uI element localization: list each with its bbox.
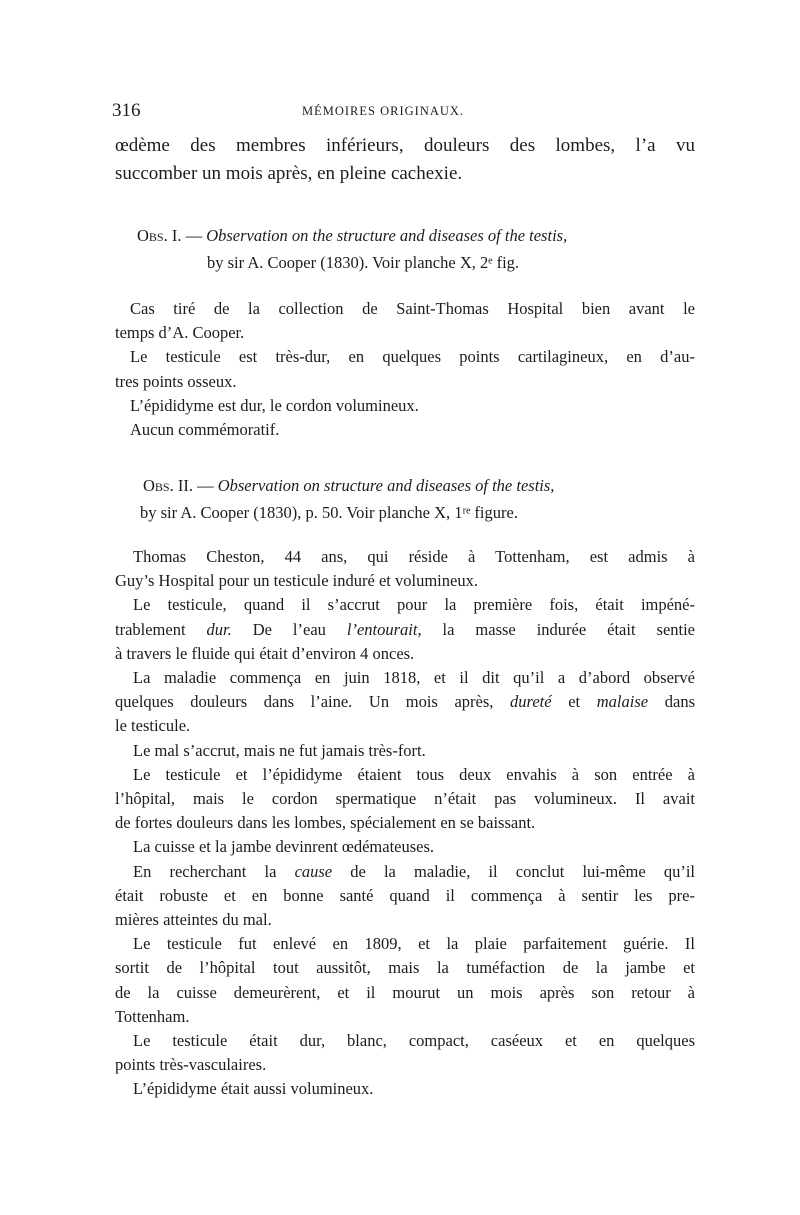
text-line: à travers le fluide qui était d’environ 4 onces. — [115, 643, 415, 663]
observation-2-body — [115, 545, 695, 1102]
intro-paragraph — [115, 132, 695, 188]
italic-run: l’entourait, — [346, 619, 422, 639]
observation-2-heading — [115, 472, 695, 526]
observation-citation: by sir A. Cooper (1830). Voir planche X, 2ᵉ fig. — [207, 253, 520, 272]
text-run: De l’eau — [231, 619, 347, 639]
text-line: Guy’s Hospital pour un testicule induré et volumineux. — [115, 571, 478, 591]
text-line: œdème des membres inférieurs, douleurs des lombes, l’a vu — [115, 135, 695, 156]
text-line — [115, 618, 695, 642]
observation-title: Observation on structure and diseases of the testis, — [217, 476, 555, 495]
text-line: tres points osseux. — [115, 371, 237, 391]
text-line: mières atteintes du mal. — [115, 910, 272, 930]
text-run: la masse indurée était sentie — [421, 619, 695, 639]
text-line: sortit de l’hôpital tout aussitôt, mais la tuméfaction de la jambe et — [115, 958, 695, 978]
text-line: Cas tiré de la collection de Saint-Thomas Hospital bien avant le — [130, 299, 695, 318]
text-line: Tottenham. — [115, 1006, 190, 1026]
observation-1-heading — [115, 222, 695, 276]
text-line: L’épididyme est dur, le cordon volumineux. — [130, 395, 419, 415]
text-line: le testicule. — [115, 716, 191, 736]
italic-run: dur. — [206, 619, 232, 639]
text-line: était robuste et en bonne santé quand il commença à sentir les pre- — [115, 885, 695, 905]
text-line: l’hôpital, mais le cordon spermatique n’était pas volumineux. Il avait — [115, 789, 695, 809]
text-line: de fortes douleurs dans les lombes, spécialement en se baissant. — [115, 813, 536, 833]
text-line: Aucun commémoratif. — [130, 420, 280, 440]
observation-1-body — [115, 297, 695, 442]
text-run: En recherchant la — [133, 861, 295, 881]
page-header — [112, 100, 697, 128]
text-line: temps d’A. Cooper. — [115, 323, 245, 343]
text-line: Le testicule est très-dur, en quelques points cartilagineux, en d’au- — [130, 347, 695, 367]
text-run: et — [551, 692, 597, 712]
italic-run: malaise — [596, 692, 649, 712]
text-line: Le testicule était dur, blanc, compact, caséeux et en quelques — [133, 1031, 695, 1051]
text-run: de la maladie, il conclut lui-même qu’il — [332, 861, 695, 881]
text-line: L’épididyme était aussi volumineux. — [133, 1079, 374, 1099]
text-line: de la cuisse demeurèrent, et il mourut un mois après son retour à — [115, 982, 695, 1002]
text-line: points très-vasculaires. — [115, 1055, 267, 1075]
text-line — [115, 690, 695, 714]
running-title: MÉMOIRES ORIGINAUX. — [302, 104, 465, 118]
observation-title: Observation on the structure and diseases of the testis, — [206, 226, 568, 245]
dash: — — [192, 476, 218, 495]
text-line: Le testicule fut enlevé en 1809, et la plaie parfaitement guérie. Il — [133, 934, 695, 954]
italic-run: dureté — [510, 692, 552, 712]
italic-run: cause — [294, 861, 333, 881]
text-line: Thomas Cheston, 44 ans, qui réside à Tottenham, est admis à — [133, 547, 695, 566]
text-line: La maladie commença en juin 1818, et il dit qu’il a d’abord observé — [133, 668, 695, 688]
text-run: trablement — [115, 619, 207, 639]
text-line: Le testicule et l’épididyme étaient tous deux envahis à son entrée à — [133, 764, 695, 784]
observation-label: Obs. I. — [137, 226, 182, 245]
text-line: La cuisse et la jambe devinrent œdémateuses. — [133, 837, 435, 857]
observation-label: Obs. II. — [143, 476, 193, 495]
text-line: succomber un mois après, en pleine cachexie. — [115, 163, 463, 184]
text-run: dans — [648, 692, 695, 712]
dash: — — [181, 226, 207, 245]
text-line — [115, 860, 695, 884]
observation-citation: by sir A. Cooper (1830), p. 50. Voir planche X, 1ʳᵉ figure. — [140, 503, 518, 522]
page-number: 316 — [112, 100, 141, 121]
text-line: Le testicule, quand il s’accrut pour la première fois, était impéné- — [133, 595, 695, 615]
text-line: Le mal s’accrut, mais ne fut jamais très-fort. — [133, 740, 426, 760]
text-run: quelques douleurs dans l’aine. Un mois après, — [115, 692, 511, 712]
